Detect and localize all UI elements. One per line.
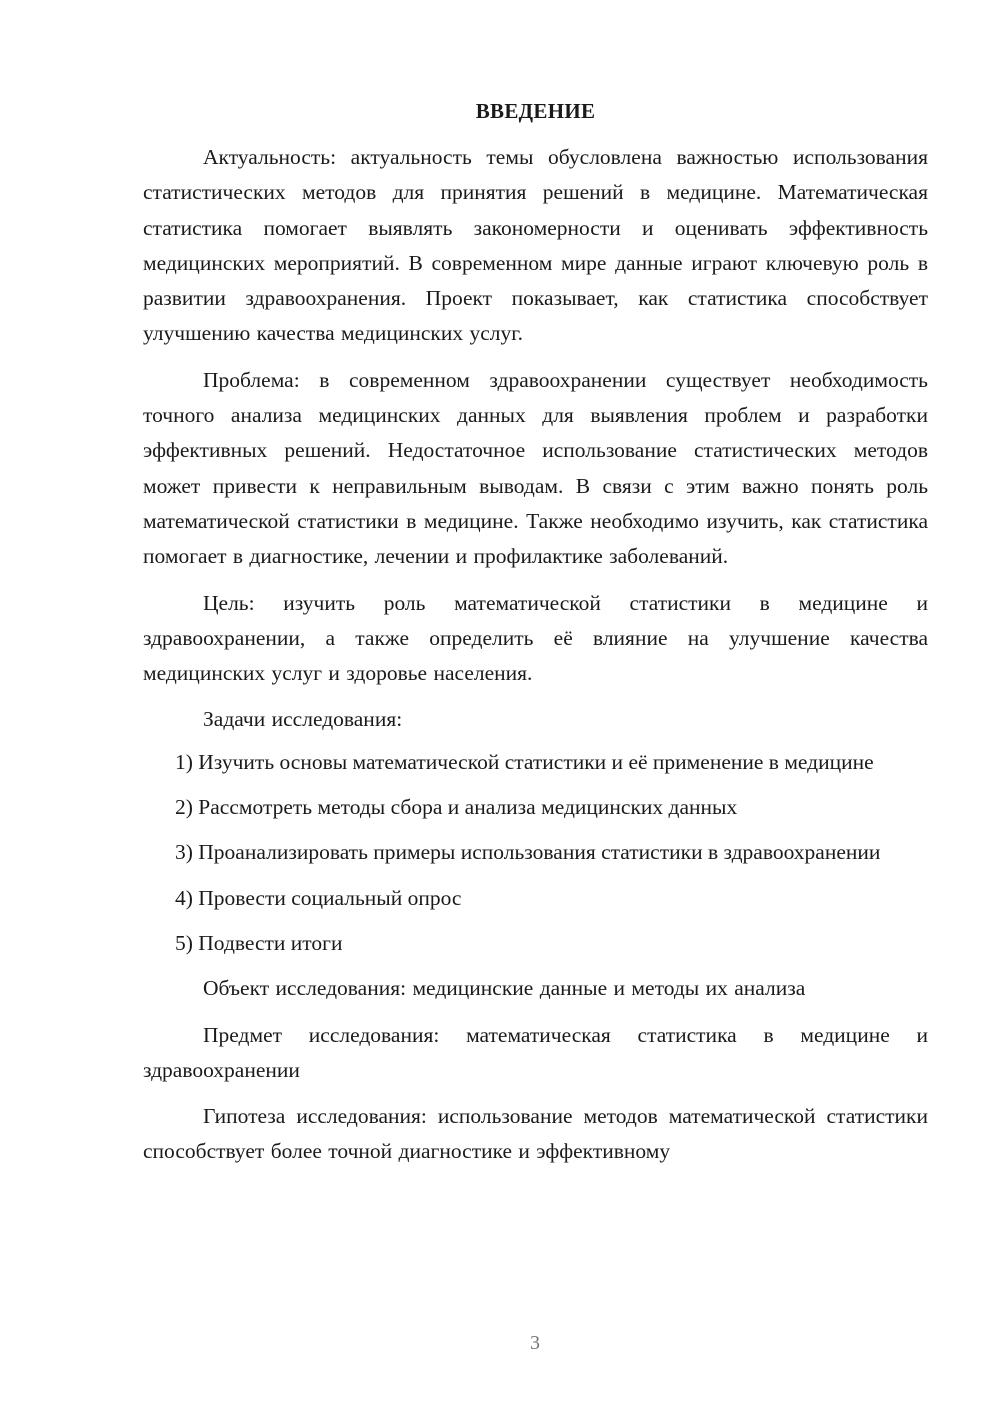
list-item: 1) Изучить основы математической статистики и её применение в медицине <box>175 749 874 774</box>
tasks-heading: Задачи исследования: <box>203 707 403 732</box>
list-item: 4) Провести социальный опрос <box>175 885 462 910</box>
page-content <box>143 94 928 1181</box>
paragraph-problem: Проблема: в современном здравоохранении существует необходимость точного анализа медицинских данных для выявления проблем и разработки эффективных решений. Недостаточное использование статистических методов может привести к неправильным выводам. В связи с этим важно понять роль математической статистики в медицине. Также необходимо изучить, как статистика помогает в диагностике, лечении и профилактике заболеваний. <box>143 367 928 569</box>
section-title: ВВЕДЕНИЕ <box>475 99 596 123</box>
paragraph-hypothesis: Гипотеза исследования: использование методов математической статистики способствует более точной диагностике и эффективному <box>143 1104 928 1164</box>
page-number: 3 <box>530 1332 540 1354</box>
paragraph-goal: Цель: изучить роль математической статистики в медицине и здравоохранении, а также определить её влияние на улучшение качества медицинских услуг и здоровье населения. <box>143 590 928 686</box>
paragraph-object: Объект исследования: медицинские данные и методы их анализа <box>203 976 806 1001</box>
paragraph-subject: Предмет исследования: математическая статистика в медицине и здравоохранении <box>143 1022 928 1082</box>
list-item: 5) Подвести итоги <box>175 930 343 955</box>
list-item: 2) Рассмотреть методы сбора и анализа медицинских данных <box>175 795 738 820</box>
paragraph-relevance: Актуальность: актуальность темы обусловлена важностью использования статистических методов для принятия решений в медицине. Математическая статистика помогает выявлять закономерности и оценивать эффективность медицинских мероприятий. В современном мире данные играют ключевую роль в развитии здравоохранения. Проект показывает, как статистика способствует улучшению качества медицинских услуг. <box>143 145 928 346</box>
list-item: 3) Проанализировать примеры использования статистики в здравоохранении <box>175 840 881 865</box>
tasks-list <box>143 745 928 961</box>
